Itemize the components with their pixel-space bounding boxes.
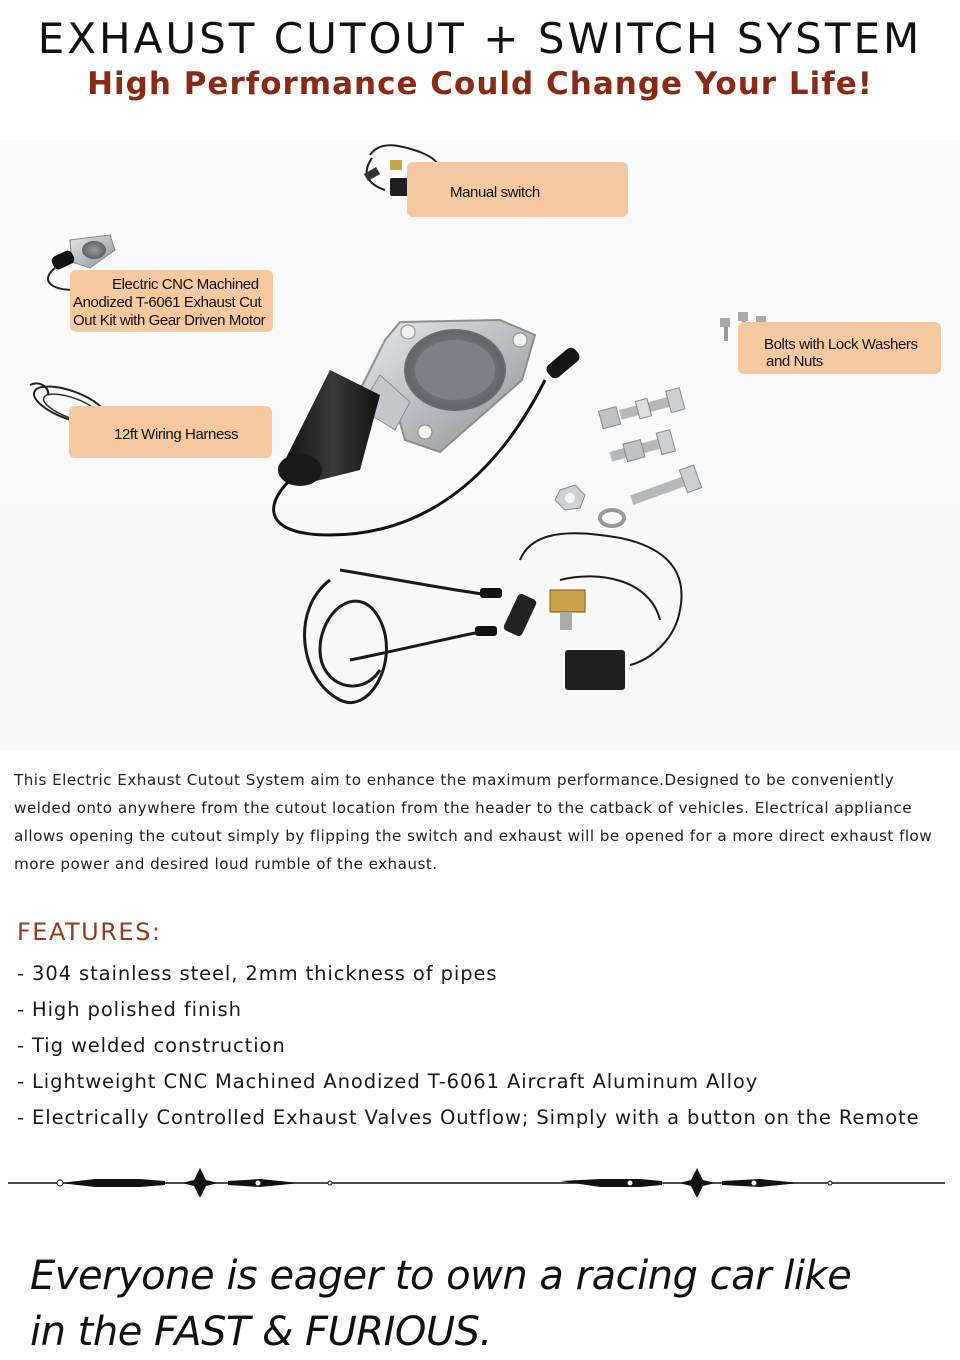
page-subtitle: High Performance Could Change Your Life! (87, 66, 873, 102)
product-photo (0, 140, 960, 750)
diamond-ornament-icon (182, 1168, 218, 1198)
list-item: - Lightweight CNC Machined Anodized T-6061 Aircraft Aluminum Alloy (17, 1070, 759, 1093)
list-item: - 304 stainless steel, 2mm thickness of pipes (17, 962, 498, 985)
product-description: This Electric Exhaust Cutout System aim to enhance the maximum performance.Designed to be conveniently welded onto anywhere from the cutout location from the header to the catback of vehicles. Electrical appliance allows opening the cutout simply by flipping the switch and exhaust will be opened for a more direct exhaust flow more power and desired loud rumble of the exhaust. (14, 771, 933, 873)
callout-bolts: Bolts with Lock Washers and Nuts (738, 322, 941, 374)
ornamental-divider (0, 1160, 960, 1206)
features-heading: FEATURES: (17, 918, 162, 946)
bolts-and-nuts (555, 388, 702, 526)
list-item: - High polished finish (17, 998, 242, 1021)
diamond-ornament-icon (679, 1168, 715, 1198)
callout-harness: 12ft Wiring Harness (69, 406, 272, 458)
callout-cnc-kit: Electric CNC Machined Anodized T-6061 Exhaust Cut Out Kit with Gear Driven Motor (70, 270, 273, 332)
callout-manual-switch: Manual switch (407, 162, 628, 217)
list-item: - Electrically Controlled Exhaust Valves Outflow; Simply with a button on the Remote (17, 1106, 920, 1129)
wiring-harness (305, 570, 502, 703)
slogan-line-2: in the FAST & FURIOUS. (30, 1309, 492, 1355)
exhaust-cutout-valve (360, 320, 535, 452)
list-item: - Tig welded construction (17, 1034, 286, 1057)
slogan (30, 1248, 950, 1360)
features-list (17, 958, 919, 1138)
switch-box (502, 533, 681, 690)
page-title: EXHAUST CUTOUT + SWITCH SYSTEM (37, 14, 923, 63)
slogan-line-1: Everyone is eager to own a racing car like (30, 1253, 852, 1299)
